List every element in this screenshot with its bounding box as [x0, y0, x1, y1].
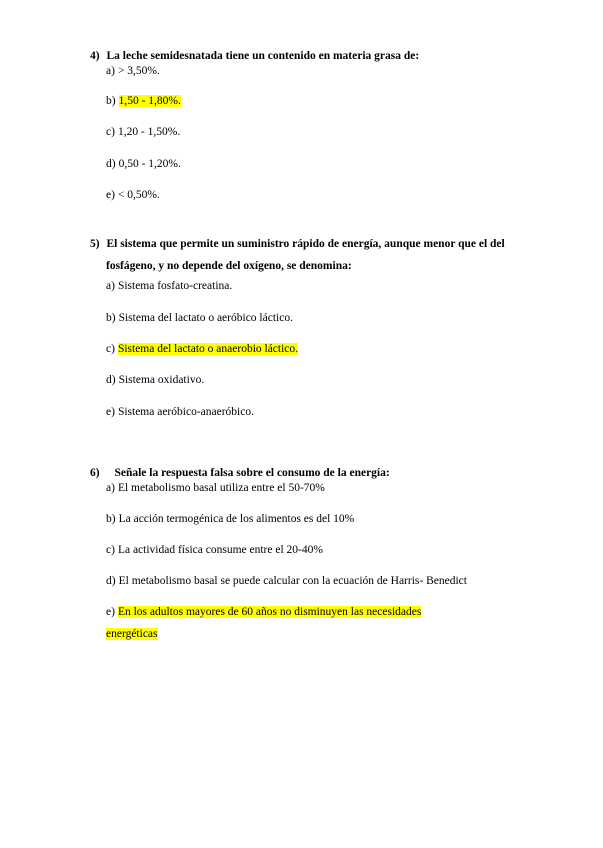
option-text: El metabolismo basal utiliza entre el 50-70% — [117, 482, 325, 494]
question-4-text: La leche semidesnatada tiene un contenido en materia grasa de: — [106, 50, 420, 62]
option-letter: d) — [106, 575, 116, 587]
question-6-number: 6) — [90, 467, 100, 479]
question-5-text-line1: El sistema que permite un suministro rápido de energía, aunque menor que el del — [106, 238, 505, 250]
q4-option-d[interactable] — [106, 157, 181, 171]
option-text-highlighted: Sistema del lactato o anaerobio láctico. — [117, 343, 299, 355]
option-letter: b) — [106, 95, 116, 107]
option-letter: c) — [106, 126, 115, 138]
option-text: 0,50 - 1,20%. — [118, 158, 181, 170]
question-6 — [90, 466, 390, 480]
option-letter: e) — [106, 606, 115, 618]
q4-option-b[interactable] — [106, 94, 181, 108]
option-text: Sistema fosfato-creatina. — [117, 280, 233, 292]
q4-option-a[interactable] — [106, 64, 160, 78]
question-6-text: Señale la respuesta falsa sobre el consumo de la energía: — [114, 467, 390, 479]
question-4 — [90, 49, 419, 63]
q4-option-c[interactable] — [106, 125, 180, 139]
q5-option-e[interactable] — [106, 405, 254, 419]
question-5 — [90, 237, 505, 251]
q6-option-e-continued — [106, 627, 158, 641]
option-letter: a) — [106, 65, 115, 77]
question-5-number: 5) — [90, 238, 100, 250]
question-5-text-line2: fosfágeno, y no depende del oxígeno, se denomina: — [106, 260, 352, 272]
q5-option-d[interactable] — [106, 373, 204, 387]
option-text: El metabolismo basal se puede calcular con la ecuación de Harris- Benedict — [118, 575, 467, 587]
q6-option-b[interactable] — [106, 512, 354, 526]
q6-option-d[interactable] — [106, 574, 467, 588]
q6-option-e[interactable] — [106, 605, 421, 619]
option-letter: e) — [106, 406, 115, 418]
option-letter: d) — [106, 374, 116, 386]
option-letter: d) — [106, 158, 116, 170]
option-letter: b) — [106, 312, 116, 324]
option-text: Sistema aeróbico-anaeróbico. — [117, 406, 254, 418]
option-text-highlighted: En los adultos mayores de 60 años no disminuyen las necesidades — [117, 606, 422, 618]
option-text: 1,20 - 1,50%. — [117, 126, 181, 138]
option-letter: c) — [106, 544, 115, 556]
option-text: Sistema del lactato o aeróbico láctico. — [118, 312, 293, 324]
q5-option-c[interactable] — [106, 342, 298, 356]
q4-option-e[interactable] — [106, 188, 160, 202]
option-text-highlighted: 1,50 - 1,80%. — [118, 95, 181, 107]
option-letter: a) — [106, 482, 115, 494]
q5-option-a[interactable] — [106, 279, 232, 293]
option-text: La acción termogénica de los alimentos es del 10% — [118, 513, 355, 525]
option-letter: a) — [106, 280, 115, 292]
option-text: < 0,50%. — [117, 189, 160, 201]
question-4-number: 4) — [90, 50, 100, 62]
option-text-highlighted-line2: energéticas — [106, 628, 158, 640]
option-letter: b) — [106, 513, 116, 525]
option-letter: e) — [106, 189, 115, 201]
question-5-continued — [106, 259, 352, 273]
option-text: > 3,50%. — [117, 65, 160, 77]
q5-option-b[interactable] — [106, 311, 293, 325]
q6-option-a[interactable] — [106, 481, 325, 495]
option-text: Sistema oxidativo. — [118, 374, 205, 386]
option-letter: c) — [106, 343, 115, 355]
option-text: La actividad física consume entre el 20-40% — [117, 544, 323, 556]
q6-option-c[interactable] — [106, 543, 323, 557]
